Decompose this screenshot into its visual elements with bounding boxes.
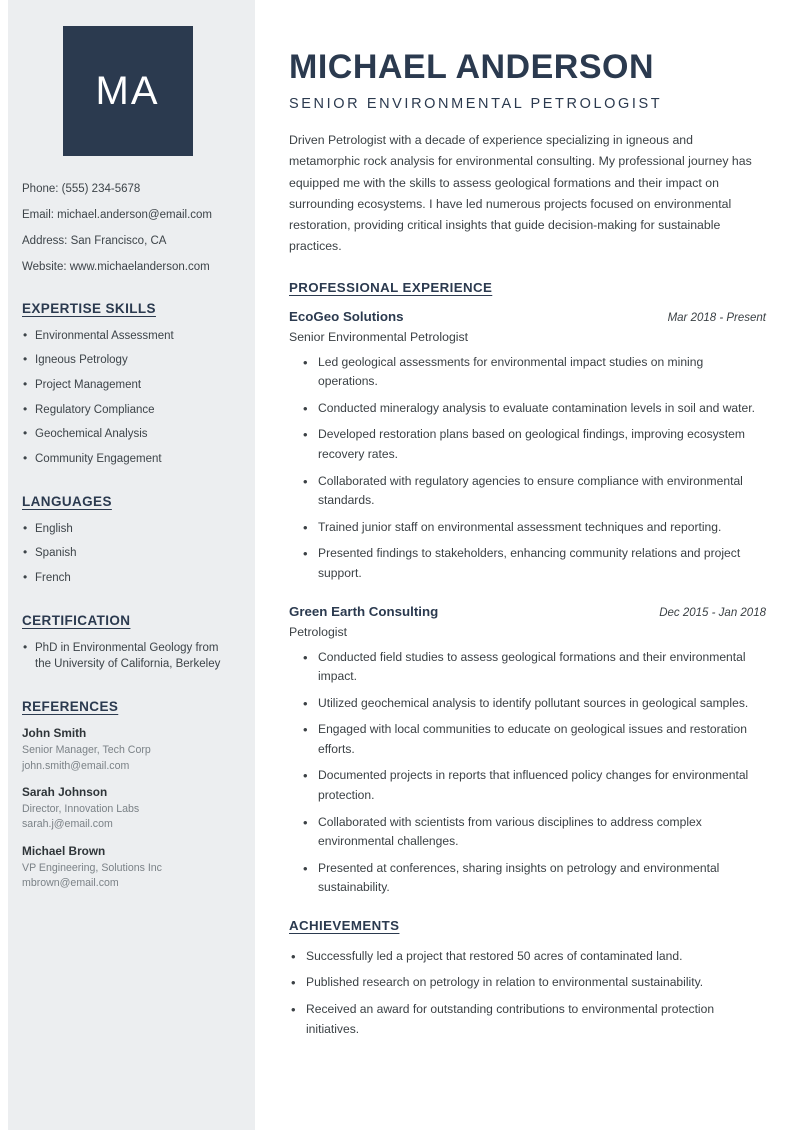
reference-name: John Smith: [22, 726, 87, 741]
list-item: • Conducted mineralogy analysis to evaluate contamination levels in soil and water.: [303, 399, 766, 419]
list-item: • Conducted field studies to assess geological formations and their environmental impact.: [303, 648, 766, 687]
languages-list: [22, 521, 233, 587]
job-role: Petrologist: [289, 624, 348, 639]
list-item: • Utilized geochemical analysis to identify pollutant sources in geological samples.: [303, 694, 766, 714]
list-item: • Igneous Petrology: [22, 352, 233, 369]
list-item: • Documented projects in reports that influenced policy changes for environmental protection.: [303, 766, 766, 805]
list-item: • Received an award for outstanding contributions to environmental protection initiatives.: [291, 1000, 766, 1039]
expertise-skills-heading: EXPERTISE SKILLS: [22, 300, 156, 316]
reference-email: john.smith@email.com: [22, 759, 130, 772]
list-item: • Successfully led a project that restored 50 acres of contaminated land.: [291, 947, 766, 967]
professional-summary: Driven Petrologist with a decade of experience specializing in igneous and metamorphic rock analysis for environmental consulting. My professional journey has equipped me with the skills to assess geological formations and their impact on surrounding ecosystems. I have led numerous projects focused on environmental restoration, providing critical insights that guide decision-making for sustainable practices.: [289, 133, 752, 254]
languages-section: [22, 494, 233, 587]
reference-role: Senior Manager, Tech Corp: [22, 744, 151, 757]
list-item: • Regulatory Compliance: [22, 402, 233, 419]
reference-email: sarah.j@email.com: [22, 818, 113, 831]
list-item: • Community Engagement: [22, 451, 233, 468]
experience-header: [289, 309, 766, 324]
list-item: • Led geological assessments for environmental impact studies on mining operations.: [303, 353, 766, 392]
experience-heading: PROFESSIONAL EXPERIENCE: [289, 279, 493, 295]
expertise-skills-list: [22, 328, 233, 468]
list-item: • Developed restoration plans based on geological findings, improving ecosystem recovery rates.: [303, 425, 766, 464]
contact-phone: Phone: (555) 234-5678: [22, 183, 141, 195]
list-item: • Collaborated with scientists from various disciplines to address complex environmental challenges.: [303, 813, 766, 852]
reference-email: mbrown@email.com: [22, 876, 119, 889]
monogram-container: [22, 26, 233, 156]
contact-address: Address: San Francisco, CA: [22, 234, 167, 247]
contact-email: Email: michael.anderson@email.com: [22, 208, 212, 221]
experience-entry: [289, 309, 766, 584]
list-item: • Spanish: [22, 545, 233, 562]
responsibility-list: [289, 648, 766, 898]
page-title: MICHAEL ANDERSON: [289, 47, 655, 86]
expertise-skills-section: [22, 301, 233, 468]
certification-list: [22, 640, 233, 673]
list-item: • Project Management: [22, 377, 233, 394]
company-name: Green Earth Consulting: [289, 603, 439, 619]
company-name: EcoGeo Solutions: [289, 308, 404, 324]
main-content: [255, 0, 800, 1130]
languages-heading: LANGUAGES: [22, 493, 112, 509]
employment-dates: Mar 2018 - Present: [667, 311, 766, 324]
list-item: • Collaborated with regulatory agencies to ensure compliance with environmental standards.: [303, 472, 766, 511]
reference-name: Michael Brown: [22, 843, 106, 858]
certification-heading: CERTIFICATION: [22, 612, 131, 628]
list-item: • French: [22, 570, 233, 587]
references-section: [22, 699, 233, 891]
employment-dates: Dec 2015 - Jan 2018: [659, 606, 766, 619]
professional-title: SENIOR ENVIRONMENTAL PETROLOGIST: [289, 96, 663, 113]
references-heading: REFERENCES: [22, 699, 119, 715]
list-item: [22, 785, 233, 833]
certification-section: [22, 613, 233, 673]
list-item: • Engaged with local communities to educate on geological issues and restoration efforts.: [303, 720, 766, 759]
list-item: • English: [22, 521, 233, 538]
reference-role: VP Engineering, Solutions Inc: [22, 861, 162, 874]
list-item: • Geochemical Analysis: [22, 426, 233, 443]
list-item: [22, 726, 233, 774]
list-item: • PhD in Environmental Geology from the University of California, Berkeley: [22, 640, 233, 673]
monogram-initials: MA: [63, 26, 193, 156]
achievements-list: [289, 947, 766, 1039]
achievements-heading: ACHIEVEMENTS: [289, 917, 400, 933]
reference-role: Director, Innovation Labs: [22, 802, 140, 815]
reference-name: Sarah Johnson: [22, 784, 108, 799]
job-role: Senior Environmental Petrologist: [289, 329, 469, 344]
experience-entry: [289, 604, 766, 898]
list-item: • Environmental Assessment: [22, 328, 233, 345]
contact-block: [22, 182, 233, 275]
list-item: • Trained junior staff on environmental assessment techniques and reporting.: [303, 518, 766, 538]
list-item: [22, 844, 233, 892]
sidebar: [0, 0, 255, 1130]
experience-header: [289, 604, 766, 619]
list-item: • Published research on petrology in relation to environmental sustainability.: [291, 973, 766, 993]
contact-website: Website: www.michaelanderson.com: [22, 260, 210, 273]
responsibility-list: [289, 353, 766, 584]
list-item: • Presented findings to stakeholders, enhancing community relations and project support.: [303, 544, 766, 583]
list-item: • Presented at conferences, sharing insights on petrology and environmental sustainability.: [303, 859, 766, 898]
